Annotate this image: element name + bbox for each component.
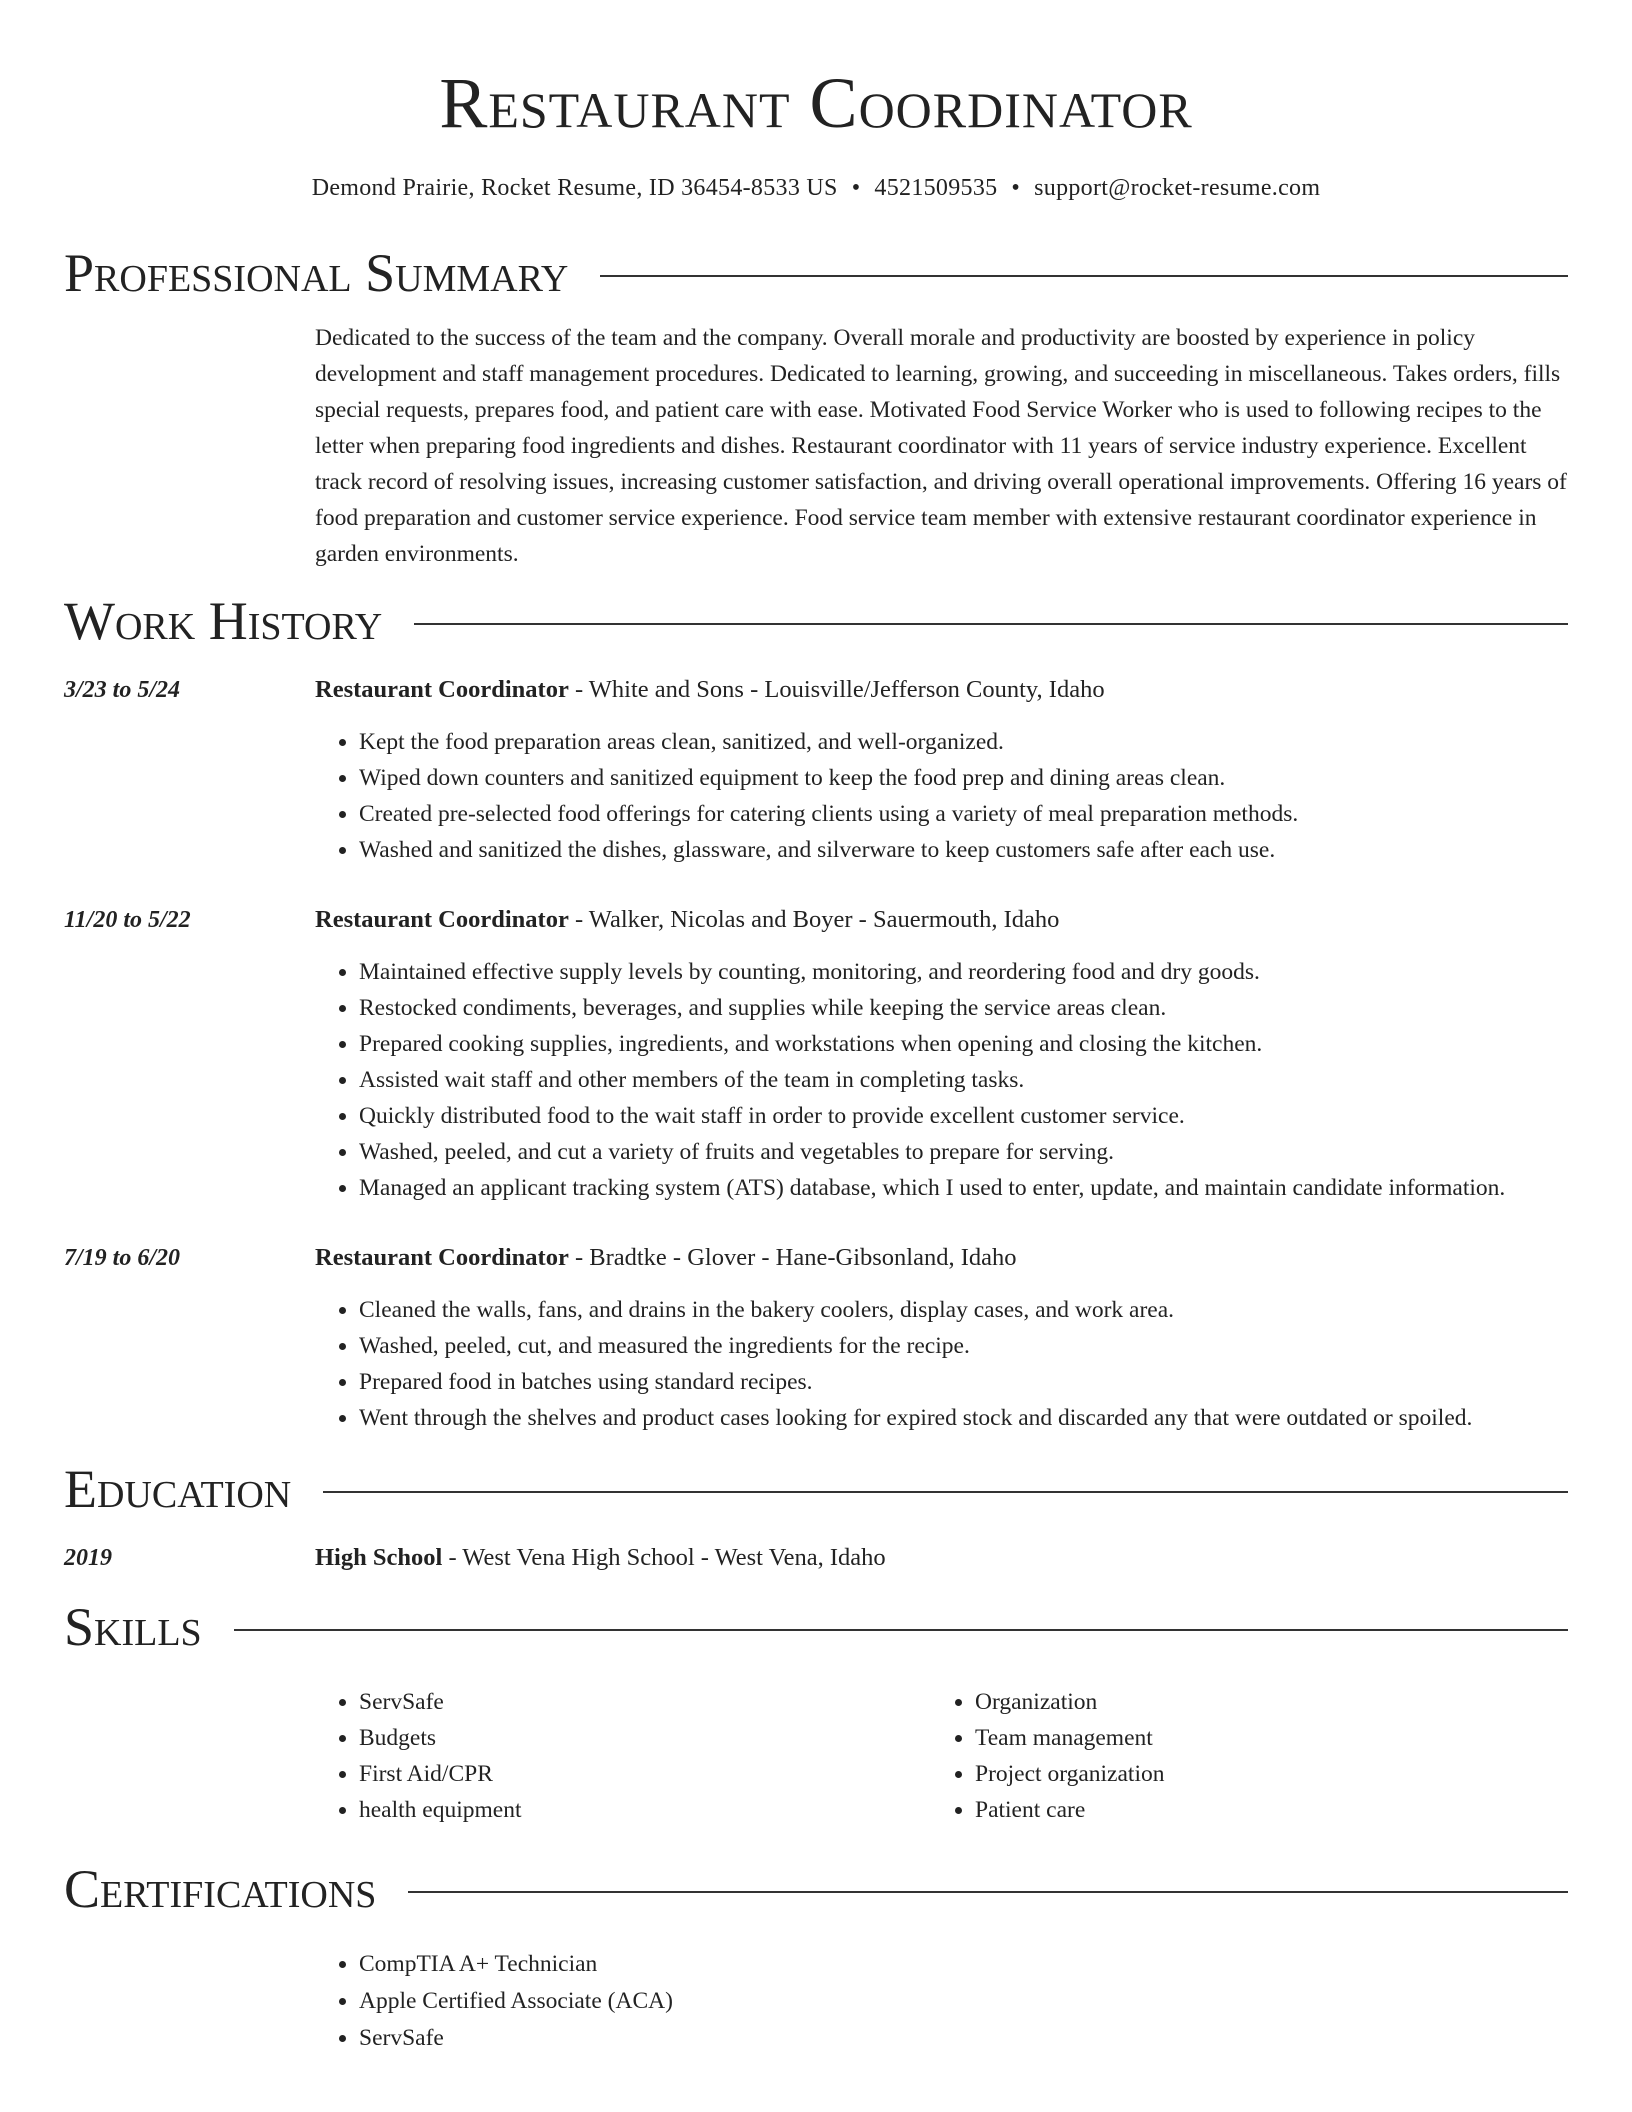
job-bullets — [315, 954, 1568, 1206]
education-body — [315, 1540, 1568, 1576]
skill-item: • Project organization — [975, 1756, 1547, 1792]
job-body — [315, 1240, 1568, 1436]
job-entry — [64, 1240, 1568, 1436]
job-bullet: • Prepared cooking supplies, ingredients, and workstations when opening and closing the kitchen. — [359, 1026, 1568, 1062]
contact-address: Demond Prairie, Rocket Resume, ID 36454-8533 US — [311, 175, 838, 201]
skill-item: • ServSafe — [359, 1684, 931, 1720]
job-body — [315, 902, 1568, 1206]
contact-separator: • — [1011, 175, 1021, 201]
job-title-line — [315, 1240, 1568, 1276]
job-details: - Bradtke - Glover - Hane-Gibsonland, Idaho — [568, 1244, 1017, 1271]
job-bullet: • Wiped down counters and sanitized equipment to keep the food prep and dining areas clean. — [359, 760, 1568, 796]
skills-column-right — [931, 1684, 1547, 1828]
job-body — [315, 672, 1568, 868]
section-divider — [408, 1891, 1568, 1893]
job-title: Restaurant Coordinator — [315, 1244, 569, 1271]
job-dates: 3/23 to 5/24 — [64, 677, 181, 703]
skill-item: • Budgets — [359, 1720, 931, 1756]
job-bullet: • Quickly distributed food to the wait staff in order to provide excellent customer service. — [359, 1098, 1568, 1134]
job-bullet: • Assisted wait staff and other members of the team in completing tasks. — [359, 1062, 1568, 1098]
certifications-list — [315, 1946, 1568, 2057]
job-bullet: • Created pre-selected food offerings for catering clients using a variety of meal preparation methods. — [359, 796, 1568, 832]
section-divider — [234, 1629, 1568, 1631]
resume-page — [64, 0, 1568, 2057]
education-degree: High School — [315, 1544, 443, 1571]
certification-item: • CompTIA A+ Technician — [359, 1946, 1568, 1983]
skill-item: • health equipment — [359, 1792, 931, 1828]
education-heading: Education — [64, 1459, 292, 1519]
work-section-header — [64, 586, 1568, 656]
job-bullet: • Restocked condiments, beverages, and supplies while keeping the service areas clean. — [359, 990, 1568, 1026]
skill-item: • Patient care — [975, 1792, 1547, 1828]
resume-name: Restaurant Coordinator — [439, 63, 1193, 143]
skills-section-header — [64, 1592, 1568, 1662]
job-bullet: • Washed and sanitized the dishes, glassware, and silverware to keep customers safe after each use. — [359, 832, 1568, 868]
job-bullet: • Washed, peeled, and cut a variety of fruits and vegetables to prepare for serving. — [359, 1134, 1568, 1170]
job-bullets — [315, 1292, 1568, 1436]
job-details: - White and Sons - Louisville/Jefferson County, Idaho — [568, 676, 1105, 703]
job-title: Restaurant Coordinator — [315, 676, 569, 703]
job-dates: 11/20 to 5/22 — [64, 907, 191, 933]
work-heading: Work History — [64, 591, 383, 651]
certification-item: • ServSafe — [359, 2020, 1568, 2057]
certification-item: • Apple Certified Associate (ACA) — [359, 1983, 1568, 2020]
skill-item: • First Aid/CPR — [359, 1756, 931, 1792]
job-details: - Walker, Nicolas and Boyer - Sauermouth, Idaho — [568, 906, 1060, 933]
job-title-line — [315, 672, 1568, 708]
education-year: 2019 — [64, 1545, 112, 1571]
summary-heading: Professional Summary — [64, 243, 569, 303]
job-title: Restaurant Coordinator — [315, 906, 569, 933]
job-bullet: • Cleaned the walls, fans, and drains in the bakery coolers, display cases, and work area. — [359, 1292, 1568, 1328]
section-divider — [414, 623, 1568, 625]
certifications-section-header — [64, 1854, 1568, 1924]
skills-heading: Skills — [64, 1597, 202, 1657]
contact-separator: • — [851, 175, 861, 201]
skill-item: • Organization — [975, 1684, 1547, 1720]
job-entry — [64, 902, 1568, 1206]
contact-phone: 4521509535 — [874, 175, 998, 201]
job-bullet: • Maintained effective supply levels by counting, monitoring, and reordering food and dry goods. — [359, 954, 1568, 990]
skills-list — [315, 1684, 1568, 1828]
education-section-header — [64, 1454, 1568, 1524]
section-divider — [600, 275, 1568, 277]
certifications-items — [315, 1946, 1568, 2057]
job-entry — [64, 672, 1568, 868]
job-bullet: • Washed, peeled, cut, and measured the ingredients for the recipe. — [359, 1328, 1568, 1364]
education-entry — [64, 1540, 1568, 1576]
section-divider — [323, 1491, 1568, 1493]
education-title-line — [315, 1540, 1568, 1576]
contact-email: support@rocket-resume.com — [1034, 175, 1321, 201]
summary-section-header — [64, 238, 1568, 308]
job-bullet: • Kept the food preparation areas clean, sanitized, and well-organized. — [359, 724, 1568, 760]
job-bullet: • Prepared food in batches using standard recipes. — [359, 1364, 1568, 1400]
job-title-line — [315, 902, 1568, 938]
education-details: - West Vena High School - West Vena, Idaho — [442, 1544, 886, 1571]
skills-column-left — [315, 1684, 931, 1828]
job-bullet: • Managed an applicant tracking system (ATS) database, which I used to enter, update, and maintain candidate information. — [359, 1170, 1568, 1206]
certifications-heading: Certifications — [64, 1859, 377, 1919]
job-bullets — [315, 724, 1568, 868]
summary-text: Dedicated to the success of the team and the company. Overall morale and productivity are boosted by experience in policy development and staff management procedures. Dedicated to learning, growing, and succeeding in miscellaneous. Takes orders, fills special requests, prepares food, and patient care with ease. Motivated Food Service Worker who is used to following recipes to the letter when preparing food ingredients and dishes. Restaurant coordinator with 11 years of service industry experience. Excellent track record of resolving issues, increasing customer satisfaction, and driving overall operational improvements. Offering 16 years of food preparation and customer service experience. Food service team member with extensive restaurant coordinator experience in garden environments. — [315, 325, 1567, 567]
job-bullet: • Went through the shelves and product cases looking for expired stock and discarded any that were outdated or spoiled. — [359, 1400, 1568, 1436]
contact-line — [64, 172, 1568, 204]
skill-item: • Team management — [975, 1720, 1547, 1756]
job-dates: 7/19 to 6/20 — [64, 1245, 181, 1271]
